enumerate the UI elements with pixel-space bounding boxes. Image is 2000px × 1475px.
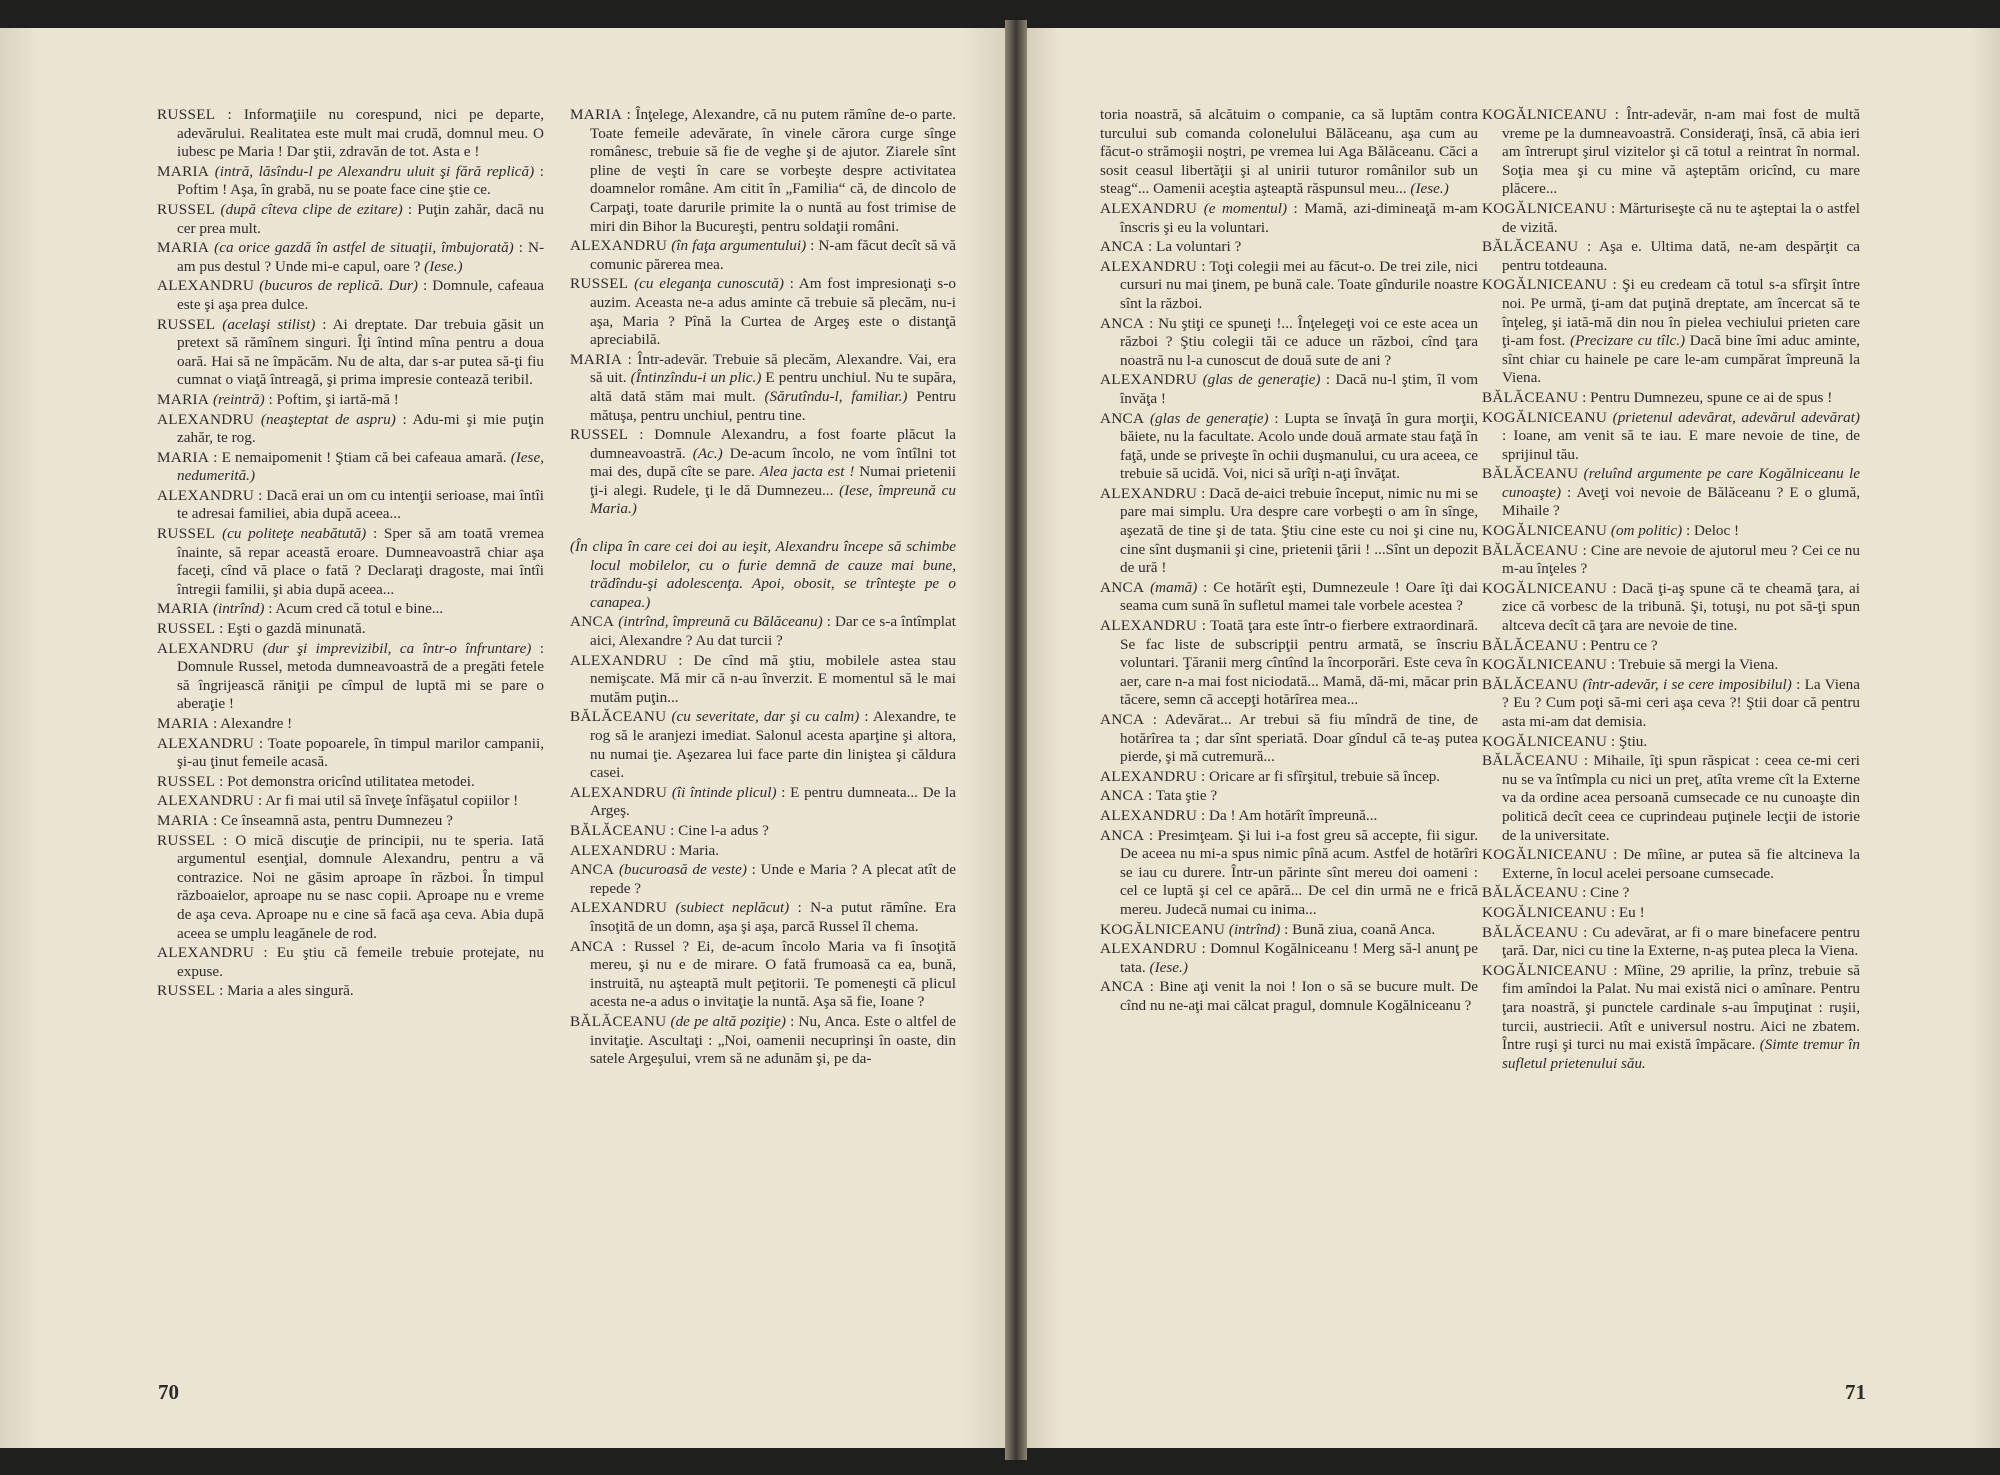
dialogue-text: : Ce hotărît eşti, Dumnezeule ! Oare îţi dai seama cum sună în sufletul mamei tale vorbele acestea ? [1120, 578, 1478, 615]
speaker-name: MARIA [157, 239, 210, 257]
stage-direction: Alea jacta est ! [759, 463, 855, 481]
dialogue-text: : Ai dreptate. Dar trebuia găsit un pretext să rămînem singuri. Îţi întind mîna pentru a doua oară. Hai să ne împăcăm. Nu de alta, dar s-ar putea să-ţi fiu cumnat o viaţă întreagă, şi prima impresie contează teribil. [177, 315, 545, 389]
dialogue-line [1100, 410, 1478, 484]
stage-direction: (bucuros de replică. Dur) [254, 277, 418, 295]
speaker-name: RUSSEL [570, 275, 629, 293]
stage-direction: (prietenul adevărat, adevărul adevărat) [1607, 408, 1860, 426]
dialogue-line [157, 773, 544, 792]
dialogue-text: : Lupta se învaţă în gura morţii, băiete, nu la facultate. Acolo unde două armate stau faţă în faţă, unde se priveşte în ochii duşmanului, cu ura aceea, ce trebuie să ucidă. Voi, nici să urîţi n-aţi învăţat. [1120, 409, 1479, 483]
dialogue-text: : Bună ziua, coană Anca. [1280, 920, 1436, 938]
dialogue-text: : N-am făcut decît să vă comunic părerea mea. [590, 237, 956, 273]
dialogue-line [157, 106, 544, 162]
speaker-name: BĂLĂCEANU [1482, 636, 1579, 654]
speaker-name: ALEXANDRU [1100, 806, 1198, 824]
speaker-name: ALEXANDRU [1100, 767, 1198, 785]
speaker-name: ALEXANDRU [1100, 371, 1198, 389]
speaker-name: MARIA [157, 811, 210, 829]
stage-direction: (subiect neplăcut) [667, 899, 790, 917]
speaker-name: ALEXANDRU [570, 651, 668, 669]
dialogue-line [157, 944, 544, 981]
dialogue-line [1100, 940, 1478, 977]
dialogue-line [570, 861, 956, 898]
speaker-name: KOGĂLNICEANU [1482, 961, 1608, 979]
dialogue-line [570, 538, 956, 612]
dialogue-line [570, 899, 956, 936]
dialogue-line [157, 163, 544, 200]
speaker-name: BĂLĂCEANU [570, 708, 667, 726]
dialogue-text: : Mihaile, îţi spun răspicat : ceea ce-mi ceri nu se va întîmpla cu nici un preţ, atîta vreme cît la Externe va da ordine acea persoană cumsecade ce nu cunoaşte din politică decît ceea ce cuprindeau puţinele lecţii de istorie de la universitate. [1502, 752, 1860, 844]
stage-direction: (Ac.) [692, 444, 723, 462]
dialogue-line [1100, 579, 1478, 616]
dialogue-line [157, 792, 544, 811]
dialogue-text: : Informaţiile nu corespund, nici pe departe, adevărului. Realitatea este mult mai crudă, domnul meu. O iubesc pe Maria ! Dar ştii, zdravăn de tot. Asta e ! [177, 106, 544, 161]
dialogue-text: : Eu ! [1607, 903, 1645, 921]
stage-direction: (glas de generaţie) [1197, 371, 1321, 389]
dialogue-text: : Dacă ţi-aş spune că te cheamă ţara, ai zice că vorbesc de la tribună. Şi, totuşi, nu pot să-ţi spun altceva decît că ţara are nevoie de tine. [1502, 579, 1860, 635]
dialogue-text: Numai prietenii ţi-i alegi. Rudele, ţi le dă Dumnezeu... [590, 463, 956, 499]
dialogue-text: : Pentru ce ? [1578, 636, 1658, 654]
dialogue-line [1482, 962, 1860, 1074]
stage-direction: (după cîteva clipe de ezitare) [215, 200, 403, 218]
dialogue-line [1100, 617, 1478, 710]
stage-direction: (mamă) [1144, 578, 1198, 596]
dialogue-text: : Domnule, cafeaua este şi aşa prea dulce. [177, 277, 544, 313]
dialogue-line [1100, 371, 1478, 408]
speaker-name: ANCA [570, 613, 615, 631]
dialogue-line [1100, 807, 1478, 826]
stage-direction: (Iese, împreună cu Maria.) [590, 481, 956, 518]
dialogue-line [157, 812, 544, 831]
speaker-name: ANCA [1100, 787, 1145, 805]
dialogue-text: : Într-adevăr. Trebuie să plecăm, Alexandre. Vai, era să uit. [590, 350, 956, 387]
dialogue-text: : O mică discuţie de principii, nu te speria. Iată argumentul esenţial, domnule Alexandru, pentru a vă contrazice. Noi ne găsim aproape în război. În timpul războaielor, aproape nu se nasc copii. Aproape nu e vreme de aşa ceva. Aproape nu e cine să facă aşa ceva. Abia după aceea se umplu leagănele de rod. [177, 831, 544, 942]
stage-direction: (dur şi imprevizibil, ca într-o înfruntare) [254, 639, 532, 657]
stage-direction: (Iese.) [1149, 958, 1188, 976]
speaker-name: ANCA [1100, 978, 1145, 996]
dialogue-text: Pentru mătuşa, pentru unchiul, pentru tine. [590, 387, 956, 424]
speaker-name: KOGĂLNICEANU [1482, 522, 1608, 540]
speaker-name: ALEXANDRU [157, 639, 255, 657]
dialogue-text: : De cînd mă ştiu, mobilele astea stau nemişcate. Mă mir că n-au înverzit. E momentul să le mai mutăm puţin... [590, 651, 956, 706]
dialogue-line [570, 652, 956, 708]
dialogue-line [157, 600, 544, 619]
dialogue-line [1100, 315, 1478, 371]
speaker-name: BĂLĂCEANU [1482, 923, 1579, 941]
speaker-name: RUSSEL [570, 426, 629, 444]
stage-direction: (cu severitate, dar şi cu calm) [666, 708, 860, 726]
stage-direction: (om politic) [1607, 522, 1683, 540]
dialogue-text: : Russel ? Ei, de-acum încolo Maria va fi însoţită mereu, şi nu e de mirare. O fată frumoasă ca ea, bună, instruită, nu aşteaptă mult peţitorii. Te pomeneşti că plicul acesta ne-a adus o invitaţie la nuntă. Aşa să fie, Ioane ? [590, 937, 956, 1011]
stage-direction: (intră, lăsîndu-l pe Alexandru uluit şi fără replică) [209, 162, 535, 180]
dialogue-text: : Sper să am toată vremea înainte, să repar această eroare. Dumneavoastră chiar aşa faceţi, cînd vă place o fată ? Declaraţi dragoste, mai întîi întregii familii, şi abia după aceea... [177, 525, 544, 598]
stage-direction: (intrînd, împreună cu Bălăceanu) [614, 613, 823, 631]
dialogue-text: : Domnul Kogălniceanu ! Merg să-l anunţ pe tata. [1120, 940, 1478, 976]
dialogue-line [157, 277, 544, 314]
speaker-name: ANCA [1100, 238, 1145, 256]
speaker-name: MARIA [570, 106, 623, 123]
left-column-2 [570, 106, 956, 1070]
speaker-name: MARIA [157, 715, 210, 732]
speaker-name: BĂLĂCEANU [1482, 752, 1579, 770]
dialogue-text: : Eşti o gazdă minunată. [215, 620, 366, 638]
stage-direction: (glas de generaţie) [1144, 409, 1269, 427]
dialogue-line [1482, 409, 1860, 465]
dialogue-text: : Înţelege, Alexandre, că nu putem rămîne de-o parte. Toate femeile adevărate, în vinele cărora curge sînge românesc, trebuie să fie de veghe şi de ajutor. Ziarele sînt pline de veşti în care se vorbeşte despre activitatea doamnelor române. Am citit în „Familia“ că, de dincolo de Carpaţi, toate darurile primite la o nuntă au fost trimise de miri din Bihor la Bucureşti, pentru soldaţii români. [590, 106, 956, 235]
stage-direction: (îi întinde plicul) [667, 783, 777, 801]
left-column-1 [157, 106, 544, 1002]
stage-direction: (într-adevăr, i se cere imposibilul) [1578, 675, 1792, 693]
dialogue-text: : Bine aţi venit la noi ! Ion o să se bucure mult. De cînd nu ne-aţi mai călcat pragul, domnule Kogălniceanu ? [1120, 978, 1478, 1014]
dialogue-text: : Toată ţara este într-o fierbere extraordinară. Se fac liste de subscripţii pentru armată, se înscriu voluntari. Ţăranii merg cîntînd la încorporări. Este ceva în aer, care n-a mai fost niciodată... Mamă, dă-mi, măcar prin tăcere, semn că accepţi hotărîrea mea... [1120, 617, 1478, 709]
dialogue-text: : Trebuie să mergi la Viena. [1607, 656, 1779, 674]
speaker-name: BĂLĂCEANU [1482, 238, 1579, 256]
speaker-name: KOGĂLNICEANU [1100, 920, 1226, 938]
paragraph-gap [570, 520, 956, 538]
stage-direction: (acelaşi stilist) [215, 315, 316, 333]
stage-direction: (Simte tremur în sufletul prietenului său. [1502, 1036, 1860, 1072]
speaker-name: BĂLĂCEANU [1482, 465, 1579, 483]
dialogue-line [1482, 200, 1860, 237]
stage-direction: (Sărutîndu-l, familiar.) [764, 387, 908, 405]
speaker-name: KOGĂLNICEANU [1482, 903, 1608, 921]
page-number-left: 70 [158, 1380, 179, 1404]
dialogue-line [157, 640, 544, 714]
dialogue-text: : Domnule Alexandru, a fost foarte plăcut la dumneavoastră. [590, 426, 956, 462]
stage-direction: (Iese.) [424, 257, 463, 275]
dialogue-line [570, 426, 956, 519]
dialogue-text: : Toate popoarele, în timpul marilor campanii, şi-au ţinut femeile acasă. [177, 734, 544, 771]
stage-direction: (intrînd) [209, 600, 265, 618]
dialogue-text: : Unde e Maria ? A plecat atît de repede ? [590, 861, 956, 897]
speaker-name: ALEXANDRU [570, 899, 668, 917]
dialogue-text: : Cine ? [1578, 884, 1630, 902]
dialogue-text: : Adu-mi şi mie puţin zahăr, te rog. [177, 410, 544, 447]
stage-direction: (neaşteptat de aspru) [254, 410, 396, 428]
dialogue-line [1482, 924, 1860, 961]
dialogue-line [1100, 768, 1478, 787]
dialogue-line [1100, 787, 1478, 806]
stage-direction: (reintră) [209, 390, 265, 408]
dialogue-text: : La voluntari ? [1144, 238, 1242, 256]
speaker-name: RUSSEL [157, 200, 216, 218]
speaker-name: ALEXANDRU [1100, 257, 1198, 275]
page-number-right: 71 [1845, 1380, 1866, 1404]
dialogue-line [1482, 522, 1860, 541]
dialogue-text: : N-am pus destul ? Unde mi-e capul, oare ? [177, 239, 545, 275]
dialogue-line [1482, 580, 1860, 636]
speaker-name: KOGĂLNICEANU [1482, 732, 1608, 750]
speaker-name: KOGĂLNICEANU [1482, 199, 1608, 217]
dialogue-text: : Şi eu credeam că totul s-a sfîrşit între noi. Pe urmă, ţi-am dat puţină dreptate, am încercat să te înţeleg, şi iată-mă din nou în pielea vechiului prieten care ţi-am fost. [1502, 276, 1860, 350]
dialogue-line [157, 715, 544, 734]
speaker-name: ALEXANDRU [157, 410, 255, 428]
dialogue-text: : Maria a ales singură. [215, 982, 354, 1000]
dialogue-line [1482, 238, 1860, 275]
stage-direction: (cu eleganţa cunoscută) [628, 275, 784, 293]
dialogue-text: : Alexandre, te rog să le aranjezi imediat. Salonul acesta aparţine şi altora, nu numai ţie. Aşezarea lui face parte din liniştea şi căldura casei. [590, 708, 956, 782]
dialogue-text: : Ştiu. [1607, 732, 1648, 750]
dialogue-text: Dacă bine îmi aduc aminte, sînt chiar cu hainele pe care le-am cumpărat împreună la Viena. [1502, 332, 1860, 387]
speaker-name: MARIA [157, 448, 210, 466]
dialogue-line [157, 525, 544, 599]
stage-direction: (Precizare cu tîlc.) [1570, 332, 1686, 350]
speaker-name: ALEXANDRU [1100, 484, 1198, 502]
left-page [0, 28, 1012, 1448]
dialogue-text: : Adevărat... Ar trebui să fiu mîndră de tine, de hotărîrea ta ; dar sînt speriată. Doar gîndul că te-aş putea pierde, şi mă cutremură... [1120, 711, 1478, 766]
speaker-name: KOGĂLNICEANU [1482, 846, 1608, 864]
speaker-name: RUSSEL [157, 831, 216, 849]
dialogue-text: : Nu, Anca. Este o altfel de invitaţie. Ascultaţi : „Noi, oamenii necuprinşi în oaste, din satele Argeşului, vrem să ne adunăm şi, pe da- [590, 1012, 956, 1068]
dialogue-line [570, 275, 956, 349]
dialogue-line [570, 938, 956, 1012]
dialogue-text: : Alexandre ! [209, 715, 293, 732]
dialogue-text: E pentru unchiul. Nu te supăra, altă dată stăm mai mult. [590, 369, 957, 405]
dialogue-text: : N-a putut rămîne. Era însoţită de un domn, aşa şi aşa, parcă Russel îl chema. [590, 899, 957, 935]
dialogue-line [1100, 200, 1478, 237]
speaker-name: ALEXANDRU [157, 277, 255, 295]
dialogue-text: : Mîine, 29 aprilie, la prînz, trebuie să fim amîndoi la Palat. Nu mai există nici o amînare. Pentru ţara noastră, şi punctele cardinale s-au împuţinat : ruşii, turcii, austriecii. Atît e universul nostru. Aici ne zbatem. Între ruşi şi turci nu mai există împăcare. [1502, 961, 1860, 1054]
dialogue-text: : Pot demonstra oricînd utilitatea metodei. [215, 772, 475, 790]
speaker-name: ALEXANDRU [1100, 940, 1198, 958]
dialogue-line [1482, 389, 1860, 408]
dialogue-text: : Tata ştie ? [1144, 787, 1218, 805]
dialogue-line [570, 842, 956, 861]
dialogue-line [157, 449, 544, 486]
dialogue-line [1100, 485, 1478, 578]
speaker-name: RUSSEL [157, 620, 216, 638]
dialogue-text: : Am fost impresionaţi s-o auzim. Aceasta ne-a adus aminte că trebuie să plecăm, nu-i aşa, Maria ? Pînă la Curtea de Argeş este o distanţă apreciabilă. [590, 275, 956, 349]
speaker-name: ANCA [570, 937, 615, 955]
dialogue-text: : Deloc ! [1682, 522, 1740, 540]
dialogue-line [157, 411, 544, 448]
speaker-name: MARIA [157, 162, 210, 180]
dialogue-text: : Domnule Russel, metoda dumneavoastră de a pregăti fetele să îngrijească răniţii pe cîmpul de luptă mi se pare o aberaţie ! [177, 639, 544, 713]
dialogue-line [1100, 258, 1478, 314]
dialogue-text: : Poftim ! Aşa, în grabă, nu se poate face cine ştie ce. [177, 162, 544, 199]
dialogue-line [1482, 752, 1860, 845]
stage-direction: (e momentul) [1197, 199, 1288, 217]
dialogue-text: : Presimţeam. Şi lui i-a fost greu să accepte, fii sigur. De aceea nu mi-a spus nimic pînă acum. Astfel de hotărîri se iau cu durere. Într-un părinte sînt mereu doi oameni : cel ce luptă şi cel ce apără... De cel din urmă ne e frică mereu. Judecă numai cu inima... [1120, 826, 1478, 918]
dialogue-line [157, 201, 544, 238]
speaker-name: RUSSEL [157, 315, 216, 333]
stage-direction: (Iese.) [1410, 180, 1449, 198]
dialogue-text: : Acum cred că totul e bine... [264, 600, 444, 618]
stage-direction: (de pe altă poziţie) [666, 1012, 786, 1030]
dialogue-text: : Nu ştiţi ce spuneţi !... Înţelegeţi voi ce este acea un război ? Ştiu colegii tăi ce aduce un război, cînd ţara noastră nu l-a cunoscut de două sute de ani ? [1120, 314, 1478, 369]
speaker-name: BĂLĂCEANU [1482, 675, 1579, 693]
dialogue-text: De-acum încolo, ne vom întîlni tot mai des, după cîte se pare. [590, 444, 957, 481]
stage-direction: (cu politeţe neabătută) [215, 525, 367, 543]
dialogue-line [1482, 846, 1860, 883]
right-page [1020, 28, 2000, 1448]
speaker-name: MARIA [570, 350, 623, 368]
dialogue-line [1482, 542, 1860, 579]
dialogue-text: : Dacă nu-l ştim, îl vom învăţa ! [1120, 371, 1479, 407]
speaker-name: KOGĂLNICEANU [1482, 408, 1608, 426]
speaker-name: RUSSEL [157, 106, 216, 123]
dialogue-text: : Cu adevărat, ar fi o mare binefacere pentru ţară. Dar, nici cu tine la Externe, n-aş putea pleca la Viena. [1502, 923, 1860, 960]
dialogue-line [157, 316, 544, 390]
dialogue-line [1482, 106, 1860, 199]
dialogue-line [570, 1013, 956, 1069]
dialogue-text: : Puţin zahăr, dacă nu cer prea mult. [177, 200, 544, 237]
speaker-name: ANCA [1100, 314, 1145, 332]
speaker-name: ALEXANDRU [570, 841, 668, 859]
dialogue-line [570, 237, 956, 274]
speaker-name: ALEXANDRU [157, 486, 255, 504]
dialogue-line [1100, 711, 1478, 767]
dialogue-text: : Într-adevăr, n-am mai fost de multă vreme pe la dumneavoastră. Consideraţi, însă, că abia ieri am întrerupt şirul vizitelor şi că totul a reintrat în normal. Soţia mea şi cu mine vă aşteptăm oricînd, cu mare plăcere... [1502, 106, 1860, 198]
dialogue-text: : Aşa e. Ultima dată, ne-am despărţit ca pentru totdeauna. [1502, 238, 1860, 274]
dialogue-line [570, 106, 956, 236]
stage-direction: (reluînd argumente pe care Kogălniceanu le cunoaşte) [1502, 465, 1860, 501]
dialogue-text: : Toţi colegii mei au făcut-o. De trei zile, nici cursuri nu mai ţinem, pe bună cale. Toate gîndurile noastre sînt la război. [1120, 257, 1478, 312]
speaker-name: ALEXANDRU [157, 734, 255, 752]
dialogue-text: : Oricare ar fi sfîrşitul, trebuie să încep. [1197, 767, 1441, 785]
speaker-name: KOGĂLNICEANU [1482, 656, 1608, 674]
dialogue-text: : Ce înseamnă asta, pentru Dumnezeu ? [209, 811, 453, 829]
speaker-name: ALEXANDRU [1100, 617, 1198, 635]
speaker-name: ALEXANDRU [570, 237, 668, 255]
speaker-name: ALEXANDRU [1100, 199, 1198, 217]
speaker-name: ALEXANDRU [157, 792, 255, 810]
speaker-name: KOGĂLNICEANU [1482, 106, 1608, 123]
stage-direction: (intrînd) [1225, 920, 1281, 938]
dialogue-text: : E pentru dumneata... De la Argeş. [590, 783, 956, 820]
speaker-name: BĂLĂCEANU [570, 1012, 667, 1030]
dialogue-line [157, 239, 544, 276]
stage-direction: (Iese, nedumerită.) [177, 448, 544, 485]
dialogue-line [1100, 827, 1478, 920]
dialogue-line [570, 613, 956, 650]
dialogue-line [1482, 904, 1860, 923]
speaker-name: RUSSEL [157, 982, 216, 1000]
dialogue-line [1482, 884, 1860, 903]
speaker-name: BĂLĂCEANU [1482, 541, 1579, 559]
speaker-name: MARIA [157, 600, 210, 618]
speaker-name: MARIA [157, 390, 210, 408]
dialogue-line [570, 784, 956, 821]
dialogue-text: : Aveţi voi nevoie de Bălăceanu ? E o glumă, Mihaile ? [1502, 483, 1860, 520]
speaker-name: RUSSEL [157, 525, 216, 543]
dialogue-line [157, 982, 544, 1001]
dialogue-text: : Mamă, azi-dimineaţă m-am înscris şi eu la voluntari. [1120, 199, 1478, 236]
stage-direction: (bucuroasă de veste) [614, 861, 747, 879]
dialogue-text: : De mîine, ar putea să fie altcineva la Externe, în locul acelei persoane cumsecade. [1502, 846, 1860, 882]
dialogue-text: : Cine l-a adus ? [666, 821, 769, 839]
dialogue-text: : Dacă de-aici trebuie început, nimic nu mi se pare mai simplu. Ura despre care vorbeşti o am în sînge, aşezată de tine şi de tata. Ştiu cine este cu noi şi cine nu, cine sînt duşmanii şi cine, prietenii ţării ! ...Sînt un depozit de ură ! [1120, 484, 1478, 577]
dialogue-text: : Cine are nevoie de ajutorul meu ? Cei ce nu m-au înţeles ? [1502, 541, 1860, 578]
speaker-name: ANCA [1100, 826, 1145, 844]
dialogue-line [1482, 733, 1860, 752]
dialogue-text: : La Viena ? Eu ? Cum poţi să-mi ceri aşa ceva ?! Ştii doar că pentru asta mi-am dat demisia. [1502, 675, 1860, 730]
dialogue-line [1100, 238, 1478, 257]
right-column-2 [1482, 106, 1860, 1074]
dialogue-text: : Da ! Am hotărît împreună... [1197, 806, 1378, 824]
dialogue-line [570, 708, 956, 782]
dialogue-line [1482, 276, 1860, 388]
dialogue-line [1100, 978, 1478, 1015]
stage-direction: (În clipa în care cei doi au ieşit, Alexandru începe să schimbe locul mobilelor, cu o furie demnă de cauze mai bune, trădîndu-şi adolescenţa. Apoi, obosit, se trînteşte pe o canapea.) [570, 538, 956, 611]
dialogue-line [157, 735, 544, 772]
stage-direction: (în faţa argumentului) [667, 237, 807, 255]
speaker-name: ANCA [570, 861, 615, 879]
dialogue-line [1482, 637, 1860, 656]
dialogue-line [157, 832, 544, 944]
right-column-1 [1100, 106, 1478, 1017]
speaker-name: KOGĂLNICEANU [1482, 276, 1608, 294]
speaker-name: ANCA [1100, 711, 1145, 728]
dialogue-line [1482, 465, 1860, 521]
dialogue-line [157, 620, 544, 639]
dialogue-line [1100, 921, 1478, 940]
dialogue-text: : Pentru Dumnezeu, spune ce ai de spus ! [1578, 388, 1833, 406]
dialogue-text: : Mărturiseşte că nu te aşteptai la o astfel de vizită. [1502, 199, 1860, 236]
speaker-name: RUSSEL [157, 772, 216, 790]
stage-direction: (ca orice gazdă în astfel de situaţii, îmbujorată) [209, 239, 514, 257]
speaker-name: ALEXANDRU [570, 783, 668, 801]
dialogue-text: : Poftim, şi iartă-mă ! [264, 390, 399, 408]
dialogue-text: : E nemaipomenit ! Ştiam că bei cafeaua amară. [209, 448, 511, 466]
speaker-name: ALEXANDRU [157, 944, 255, 962]
dialogue-text: : Ar fi mai util să înveţe înfăşatul copiilor ! [254, 792, 519, 810]
dialogue-text: : Ioane, am venit să te iau. E mare nevoie de tine, de sprijinul tău. [1502, 427, 1860, 463]
speaker-name: KOGĂLNICEANU [1482, 579, 1608, 597]
dialogue-text: : Dar ce s-a întîmplat aici, Alexandre ? Au dat turcii ? [590, 613, 956, 650]
dialogue-line [157, 487, 544, 524]
dialogue-text: : Eu ştiu că femeile trebuie protejate, nu expuse. [177, 944, 544, 980]
speaker-name: ANCA [1100, 578, 1145, 596]
dialogue-line [157, 391, 544, 410]
speaker-name: BĂLĂCEANU [1482, 388, 1579, 406]
book-gutter [1005, 20, 1027, 1460]
dialogue-line [1482, 656, 1860, 675]
dialogue-line [1482, 676, 1860, 732]
speaker-name: BĂLĂCEANU [1482, 884, 1579, 902]
speaker-name: BĂLĂCEANU [570, 821, 667, 839]
dialogue-text: : Maria. [667, 841, 720, 859]
dialogue-text: : Dacă erai un om cu intenţii serioase, mai întîi te adresai familiei, abia după aceea... [177, 486, 544, 523]
dialogue-line [570, 351, 956, 425]
dialogue-text: toria noastră, să alcătuim o companie, ca să luptăm contra turcului sub comanda colonelului Bălăceanu, aşa cum au făcut-o strămoşii noştri, pe vremea lui Aga Bălăceanu. Căci a sosit ceasul libertăţii şi al unirii tuturor românilor sub un steag“... Oamenii aceştia aşteaptă răspunsul meu... [1100, 106, 1478, 198]
speaker-name: ANCA [1100, 409, 1145, 427]
dialogue-line [570, 822, 956, 841]
stage-direction: (Întinzîndu-i un plic.) [630, 369, 762, 387]
dialogue-line [1100, 106, 1478, 199]
